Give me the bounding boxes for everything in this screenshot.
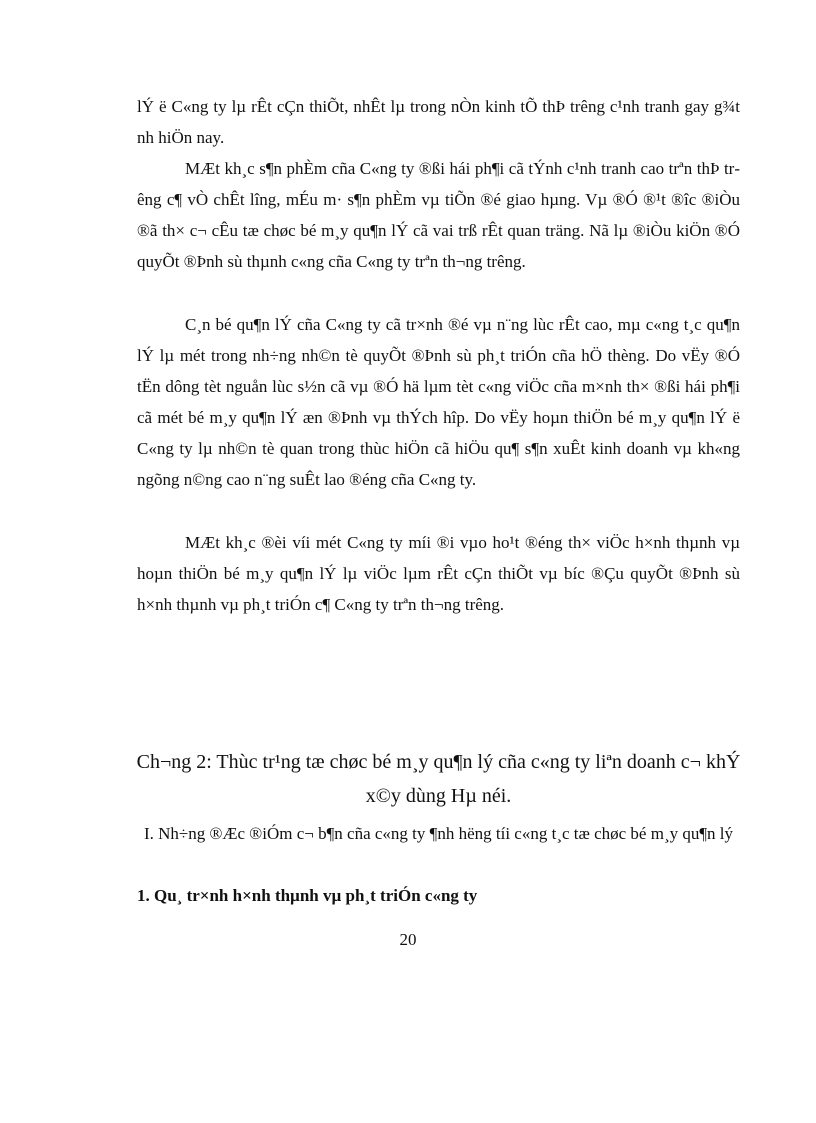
body-paragraph-4: MÆt kh¸c ®èi víi mét C«ng ty míi ®i vµo ho¹t ®éng th× viÖc h×nh thµnh vµ hoµn thiÖn bé m¸y qu¶n lÝ lµ viÖc lµm rÊt cÇn thiÕt vµ bíc ®Çu quyÕt ®Þnh sù h×nh thµnh vµ ph¸t triÓn c¶ C«ng ty trªn th¬ng trêng. (137, 533, 740, 614)
section-heading: I. Nh÷ng ®Æc ®iÓm c¬ b¶n cña c«ng ty ¶nh hëng tíi c«ng t¸c tæ chøc bé m¸y qu¶n lý (143, 824, 734, 843)
page-number: 20 (399, 930, 417, 949)
subsection-heading: 1. Qu¸ tr×nh h×nh thµnh vµ ph¸t triÓn c«ng ty (137, 886, 478, 905)
chapter-heading: Ch¬ng 2: Thùc tr¹ng tæ chøc bé m¸y qu¶n lý cña c«ng ty liªn doanh c¬ khÝ x©y dùng Hµ néi. (136, 751, 741, 807)
body-paragraph-2: MÆt kh¸c s¶n phÈm cña C«ng ty ®ßi hái ph¶i cã tÝnh c¹nh tranh cao trªn thÞ trêng c¶ vÒ chÊt lîng, mÉu m· s¶n phÈm vµ tiÕn ®é giao hµng. Vµ ®Ó ®¹t ®îc ®iÒu ®ã th× c¬ cÊu tæ chøc bé m¸y qu¶n lÝ cã vai trß rÊt quan träng. Nã lµ ®iÒu kiÖn ®Ó quyÕt ®Þnh sù thµnh c«ng cña C«ng ty trªn th¬ng trêng. (137, 159, 740, 271)
body-paragraph-3: C¸n bé qu¶n lÝ cña C«ng ty cã tr×nh ®é vµ n¨ng lùc rÊt cao, mµ c«ng t¸c qu¶n lÝ lµ mét trong nh÷ng nh©n tè quyÕt ®Þnh sù ph¸t triÓn cña hÖ thèng. Do vËy ®Ó tËn dông tèt nguån lùc s½n cã vµ ®Ó hä lµm tèt c«ng viÖc cña m×nh th× ®ßi hái ph¶i cã mét bé m¸y qu¶n lÝ æn ®Þnh vµ thÝch hîp. Do vËy hoµn thiÖn bé m¸y qu¶n lÝ ë C«ng ty lµ nh©n tè quan trong thùc hiÖn cã hiÖu qu¶ s¶n xuÊt kinh doanh vµ kh«ng ngõng n©ng cao n¨ng suÊt lao ®éng cña C«ng ty. (137, 315, 740, 489)
body-paragraph-1: lÝ ë C«ng ty lµ rÊt cÇn thiÕt, nhÊt lµ trong nÒn kinh tÕ thÞ trêng c¹nh tranh gay g¾t nh hiÖn nay. (137, 97, 740, 147)
